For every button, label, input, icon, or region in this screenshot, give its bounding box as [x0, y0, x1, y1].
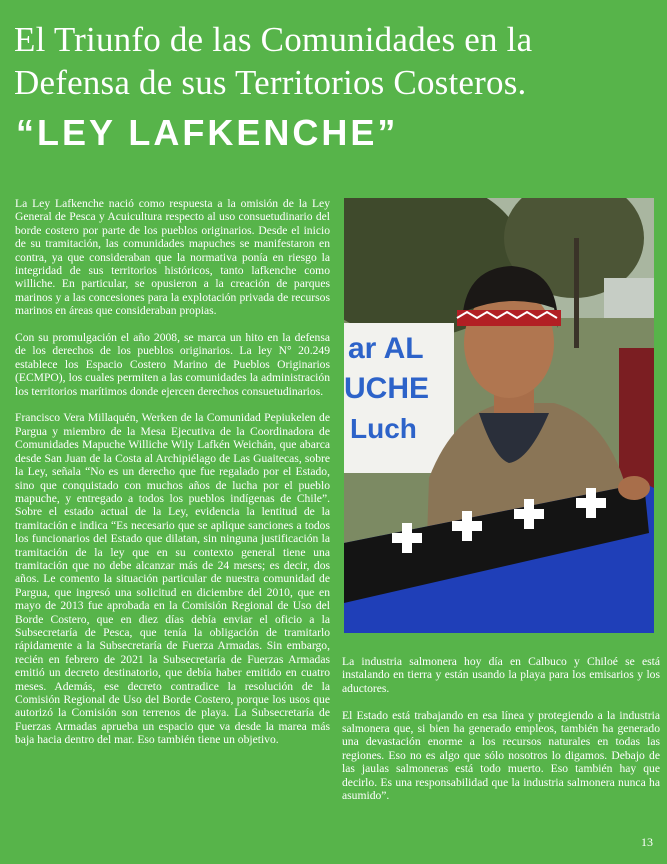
- title-line-2: Defensa de sus Territorios Costeros.: [14, 63, 527, 102]
- sign-text-2: UCHE: [344, 372, 430, 405]
- page-number: 13: [641, 835, 653, 849]
- left-paragraph-1: La Ley Lafkenche nació como respuesta a la omisión de la Ley General de Pesca y Acuicultura respecto al uso consuetudinario del borde costero por parte de los pueblos originarios. Desde el inicio de su tramitación, las comunidades mapuches se manifestaron en contra, ya que consideraban que la normativa ponía en riesgo la integridad de sus territorios históricos, tanto lafkenche como williche. En particular, se opusieron a la creación de parques marinos y a las concesiones para la explotación privada de recursos marinos en áreas que consideraban propias.: [15, 197, 330, 318]
- left-paragraph-2: Con su promulgación el año 2008, se marca un hito en la defensa de los derechos de los pueblos originarios. La ley N° 20.249 establece los Espacio Costero Marino de Pueblos Originarios (ECMPO), los cuales permiten a las comunidades la administración los territorios marítimos donde ejercen derechos consuetudinarios.: [15, 331, 330, 398]
- photo-building: [604, 278, 654, 318]
- left-column: [15, 197, 330, 760]
- left-paragraph-3: Francisco Vera Millaquén, Werken de la Comunidad Pepiukelen de Pargua y miembro de la Mesa Ejecutiva de la Coordinadora de Comunidades Mapuche Williche Wily Lafkén Weichán, que abarca desde San Juan de la Costa al Archipiélago de Las Guaitecas, sobre la Ley, señala “No es un derecho que fue regalado por el Estado, sino que conquistado con muchos años de lucha por el pueblo mapuche, y entregado a todos los pueblos indígenas de Chile”. Sobre el estado actual de la Ley, evidencia la lentitud de la tramitación e indica “Es necesario que se aplique sanciones a todos los funcionarios del Estado que dilatan, sin ninguna justificación la tramitación de la ley que en su contexto general tiene una tramitación que no debe alcanzar más de 24 meses; es decir, dos años. Le comento la situación particular de nuestra comunidad de Pargua, que ingresó una solicitud en diciembre del 2010, que en mayo de 2013 fue aprobada en la Comisión Regional de Uso del Borde Costero, que en diez días debía enviar el oficio a la Subsecretaría de Pesca, que tenía la obligación de tramitarlo rápidamente a la Subsecretaría de Fuerza Armadas. Sin embargo, recién en febrero de 2021 la Subsecretaría de Fuerzas Armadas emitió un decreto destinatorio, que debía haber emitido en cuatro meses. Además, ese decreto contradice la resolución de la Comisión Regional de Uso del Borde Costero, porque los usos que autorizó la Comisión son terrenos de playa. La Subsecretaría de Fuerzas Armadas aprueba un espacio que va desde la marea más baja hacia dentro del mar. Eso también tiene un objetivo.: [15, 411, 330, 747]
- right-paragraph-2: El Estado está trabajando en esa línea y protegiendo a la industria salmonera que, si bien ha generado empleos, también ha generado una devastación enorme a los recursos naturales en todas las regiones. Eso no es algo que sólo nosotros lo digamos. Debajo de las jaulas salmoneras está todo muerto. Eso también hay que decirlo. Es una responsabilidad que la industria salmonera nunca ha asumido”.: [342, 708, 660, 803]
- article-photo: [344, 198, 654, 633]
- photo-background-person: [619, 348, 654, 498]
- right-paragraph-1: La industria salmonera hoy día en Calbuco y Chiloé se está instalando en tierra y están usando la playa para los emisarios y los aductores.: [342, 655, 660, 695]
- sign-text-1: ar AL: [348, 332, 424, 365]
- photo-hand: [618, 476, 650, 500]
- sign-text-3: Luch: [350, 413, 417, 444]
- article-title: [14, 18, 654, 104]
- photo-trunk: [574, 238, 579, 348]
- law-title: “LEY LAFKENCHE”: [16, 112, 399, 153]
- photo-illustration: [344, 198, 654, 633]
- right-column: [342, 655, 660, 816]
- title-line-1: El Triunfo de las Comunidades en la: [14, 20, 533, 59]
